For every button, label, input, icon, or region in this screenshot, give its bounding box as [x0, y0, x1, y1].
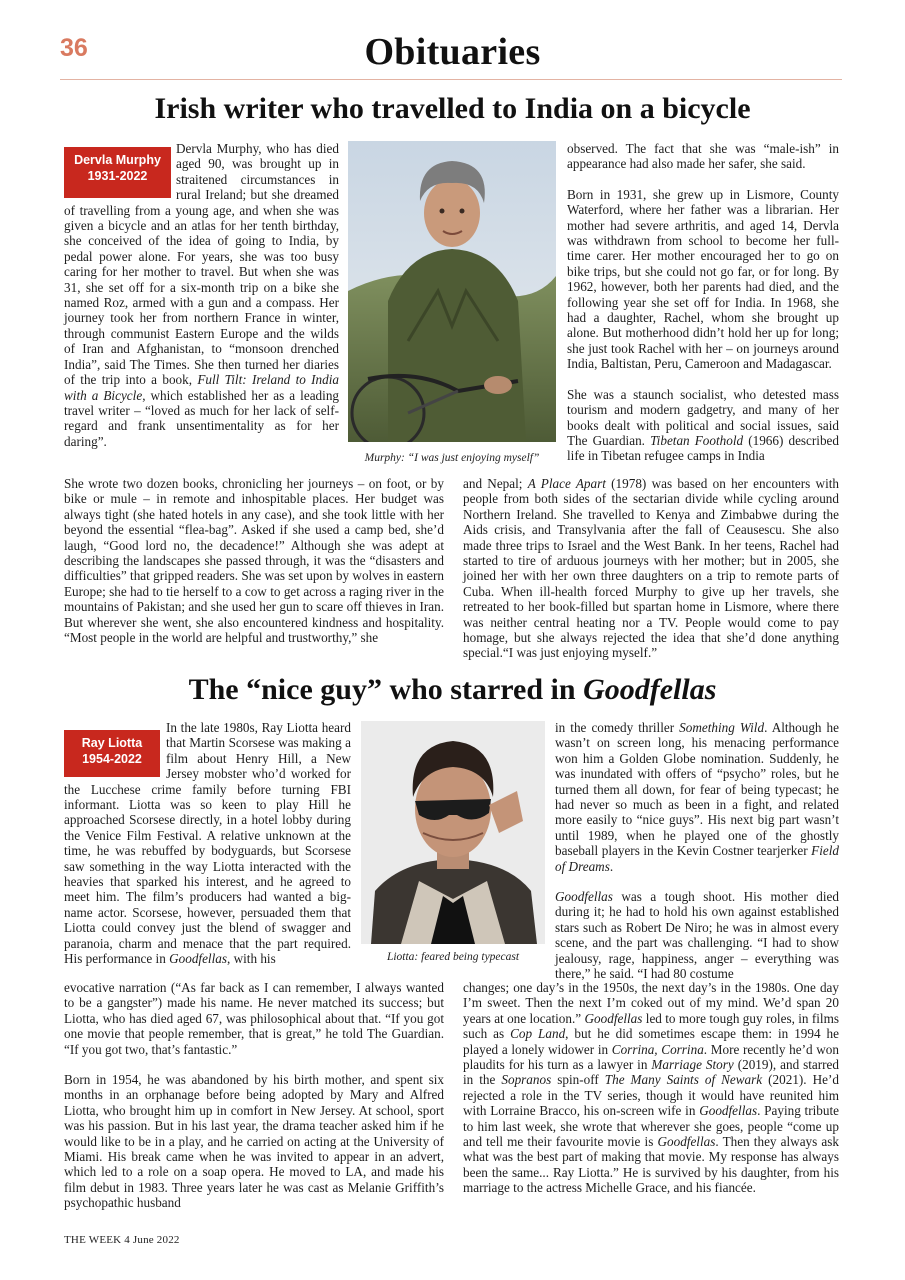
- article-headline-murphy: Irish writer who travelled to India on a bicycle: [154, 92, 751, 125]
- liotta-col-left-bottom: [64, 980, 444, 1211]
- liotta-photo: [361, 721, 545, 944]
- portrait-photo-liotta: [361, 721, 545, 944]
- article-headline-liotta: [40, 673, 865, 707]
- liotta-col-right-top: [555, 720, 839, 982]
- murphy-para-2: She wrote two dozen books, chronicling her journeys – on foot, or by bike or mule – in remote and inhospitable places. Her budget was always tight (she hated hotels in any case), and she took little with her beyond the essential “flea-bag”. Asked if she used a camp bed, she’d laugh, “Good lord no, the decadence!” Although she was adept at describing the landscapes she passed through, it was the “disasters and difficulties” that gripped readers. She was set upon by wolves in eastern Europe; she had to tie herself to a cow to get across a raging river in the mountains of Pakistan; and she used her gun to scare off thieves in Iran. But wherever she went, she also encountered kindness and hospitality. “Most people in the world are helpful and trustworthy,” she: [64, 476, 444, 646]
- murphy-col-right-top: [567, 141, 839, 464]
- liotta-para-3: Born in 1954, he was abandoned by his birth mother, and spent six months in an orphanage before being adopted by Mary and Alfred Liotta, who brought him up in comfort in New Jersey. At school, sport was his passion. But in his last year, the drama teacher asked him if he would like to be in a play, and he carried on acting at the University of Miami. His break came when he was invited to appear in an advert, which led to a role on a soap opera. He moved to LA, and made his film debut in 1983. Three years later he was cast as Melanie Griffith’s psychopathic husband: [64, 1072, 444, 1211]
- header-rule: [60, 79, 842, 80]
- portrait-photo-murphy: [348, 141, 556, 442]
- section-title: Obituaries: [364, 31, 541, 73]
- murphy-col-right-bottom: [463, 476, 839, 661]
- murphy-photo: [348, 141, 556, 442]
- tag-name: Ray Liotta: [81, 736, 143, 750]
- liotta-para-2: evocative narration (“As far back as I can remember, I always wanted to be a gangster”) made his name. He never matched its success; but Liotta, who has died aged 67, was philosophical about that. “If you got one movie that people remember, that is great,” he told The Guardian. “If you got two, that’s fantastic.”: [64, 980, 444, 1057]
- liotta-para-r1: in the comedy thriller Something Wild. Although he wasn’t on screen long, his menacing performance won him a Golden Globe nomination. Suddenly, he was inundated with offers of “psycho” roles, but he turned them all down, for fear of being typecast; he had never so much as been in a fight, and related more easily to “nice guys”. His next big part wasn’t until 1989, when he played one of the ghostly baseball players in the Kevin Costner tearjerker Field of Dreams.: [555, 720, 839, 874]
- liotta-para-r2: Goodfellas was a tough shoot. His mother died during it; he had to hold his own against established stars such as Robert De Niro; he was in almost every scene, and the part was challenging. “I had to show jealousy, rage, happiness, anger – everything was there,” he said. “I had 80 costume: [555, 889, 839, 982]
- page-footer: THE WEEK 4 June 2022: [64, 1234, 180, 1246]
- headline-plain: The “nice guy” who starred in: [188, 673, 584, 706]
- page-number: 36: [60, 34, 88, 62]
- headline-film-title: Goodfellas: [583, 673, 717, 706]
- murphy-para-r4: and Nepal; A Place Apart (1978) was based on her encounters with people from both sides of the sectarian divide while cycling around Northern Ireland. She travelled to Kenya and Zimbabwe during the Aids crisis, and Transylvania after the fall of Ceausescu. She also made three trips to Israel and the West Bank. In her teens, Rachel had started to tire of arduous journeys with her mother; but in 2005, she joined her with her own three daughters on a trip to remote parts of Cuba. When ill-health forced Murphy to give up her travels, she retreated to her book-filled but spartan home in Lismore, where there was neither central heating nor a TV. People would come to pay homage, but she always rejected the idea that she’d done anything special.“I was just enjoying myself.”: [463, 476, 839, 661]
- murphy-para-r2: Born in 1931, she grew up in Lismore, County Waterford, where her father was a librarian. Her mother had severe arthritis, and aged 14, Dervla was withdrawn from school to become her full-time carer. Her mother encouraged her to go on bike trips, but she could not go far, or for long. By 1962, however, both her parents had died, and the following year she set off for India. In 1968, she had a daughter, Rachel, whom she brought up alone. But motherhood didn’t hold her up for long; she just took Rachel with her – on journeys around India, Baltistan, Peru, Cameroon and Madagascar.: [567, 186, 839, 372]
- liotta-col-left-top: [64, 720, 351, 967]
- murphy-col-left-bottom: [64, 476, 444, 645]
- liotta-para-r3: changes; one day’s in the 1950s, the next day’s in the 1980s. One day I’m sweet. Then the next I’m coked out of my mind. We’d span 20 years at one location.” Goodfellas led to more tough guy roles, in films such as Cop Land, but he did sometimes escape them: in 1994 he played a lonely widower in Corrina, Corrina. More recently he’d won plaudits for his turn as a lawyer in Marriage Story (2019), and starred in the Sopranos spin-off The Many Saints of Newark (2021). He’d rejected a role in the TV series, though it would have reunited him with Lorraine Bracco, his on-screen wife in Goodfellas. Paying tribute to him last week, she wrote that wherever she goes, people “come up and tell me their favourite movie is Goodfellas. Then they always ask what was the best part of making that movie. My response has always been the same... Ray Liotta.” He is survived by his daughter, from his marriage to the actress Michelle Grace, and his fiancée.: [463, 980, 839, 1196]
- murphy-caption: Murphy: “I was just enjoying myself”: [364, 452, 540, 464]
- tag-years: 1931-2022: [87, 169, 148, 183]
- liotta-para-1: In the late 1980s, Ray Liotta heard that Martin Scorsese was making a film about Henry Hill, a New Jersey mobster who’d worked for the Lucchese crime family before turning FBI informant. Liotta was so keen to play Hill he approached Scorsese directly, in a hotel lobby during the Venice Film Festival. A relative unknown at the time, he was rebuffed by bodyguards, but Scorsese saw something in the way Liotta interacted with the heavies that sparked his interest, and he agreed to meet him. The film’s producers had wanted a big-name actor. Scorsese, however, persuaded them that Liotta could convey just the blend of swagger and paranoia, charm and menace that the part required. His performance in Goodfellas, with his: [64, 720, 351, 967]
- murphy-col-left-top: [64, 141, 339, 449]
- murphy-para-r3: She was a staunch socialist, who detested mass tourism and modern gadgetry, and many of her books dealt with political and social issues, said The Guardian. Tibetan Foothold (1966) described life in Tibetan refugee camps in India: [567, 386, 840, 464]
- tag-name: Dervla Murphy: [74, 153, 161, 167]
- liotta-caption: Liotta: feared being typecast: [386, 951, 520, 963]
- liotta-col-right-bottom: [463, 980, 839, 1196]
- murphy-para-1: Dervla Murphy, who has died aged 90, was brought up in straitened circumstances in rural Ireland; but she dreamed of travelling from a young age, and when she was given a bicycle and an atlas for her tenth birthday, she conceived of the idea of going to India, by pedal power alone. For years, she was too busy caring for her mother to travel. But when she was 31, she set off for a six-month trip on a bike she named Roz, armed with a gun and a compass. Her journey took her from northern France in winter, through communist Eastern Europe and the wilds of Iran and Afghanistan, to “monsoon drenched India”, said The Times. She then turned her diaries of the trip into a book, Full Tilt: Ireland to India with a Bicycle, which established her as a leading travel writer – “loved as much for her lack of self-regard and frank unsentimentality as for her daring”.: [64, 141, 340, 449]
- tag-years: 1954-2022: [82, 752, 142, 766]
- murphy-para-r1: observed. The fact that she was “male-ish” in appearance had also made her safer, she said.: [567, 141, 839, 172]
